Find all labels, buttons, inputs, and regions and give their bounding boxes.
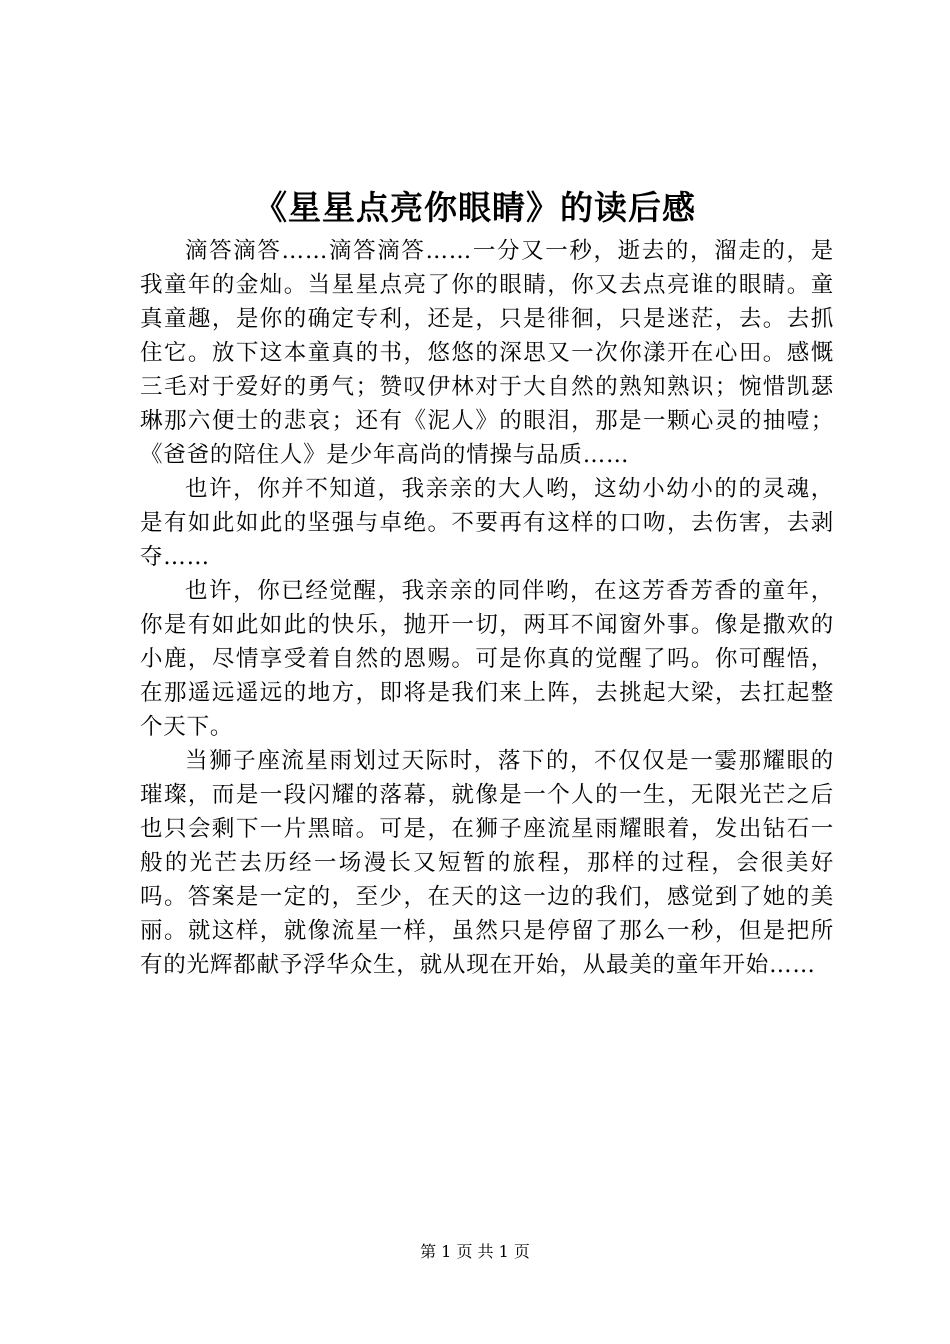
page-footer: 第 1 页 共 1 页 (420, 1242, 530, 1261)
document-body (140, 234, 834, 982)
document-title: 《星星点亮你眼睛》的读后感 (254, 188, 696, 227)
paragraph-4: 当狮子座流星雨划过天际时，落下的，不仅仅是一霎那耀眼的璀璨，而是一段闪耀的落幕，就像是一个人的一生，无限光芒之后也只会剩下一片黑暗。可是，在狮子座流星雨耀眼着，发出钻石一般的光芒去历经一场漫长又短暂的旅程，那样的过程，会很美好吗。答案是一定的，至少，在天的这一边的我们，感觉到了她的美丽。就这样，就像流星一样，虽然只是停留了那么一秒，但是把所有的光辉都献予浮华众生，就从现在开始，从最美的童年开始…… (140, 748, 834, 978)
paragraph-2: 也许，你并不知道，我亲亲的大人哟，这幼小幼小的的灵魂，是有如此如此的坚强与卓绝。不要再有这样的口吻，去伤害，去剥夺…… (140, 476, 834, 570)
paragraph-1: 滴答滴答……滴答滴答……一分又一秒，逝去的，溜走的，是我童年的金灿。当星星点亮了你的眼睛，你又去点亮谁的眼睛。童真童趣，是你的确定专利，还是，只是徘徊，只是迷茫，去。去抓住它。放下这本童真的书，悠悠的深思又一次你漾开在心田。感慨三毛对于爱好的勇气；赞叹伊林对于大自然的熟知熟识；惋惜凯瑟琳那六便士的悲哀；还有《泥人》的眼泪，那是一颗心灵的抽噎；《爸爸的陪住人》是少年高尚的情操与品质…… (140, 238, 834, 468)
paragraph-3: 也许，你已经觉醒，我亲亲的同伴哟，在这芳香芳香的童年，你是有如此如此的快乐，抛开一切，两耳不闻窗外事。像是撒欢的小鹿，尽情享受着自然的恩赐。可是你真的觉醒了吗。你可醒悟，在那遥远遥远的地方，即将是我们来上阵，去挑起大梁，去扛起整个天下。 (140, 578, 834, 740)
